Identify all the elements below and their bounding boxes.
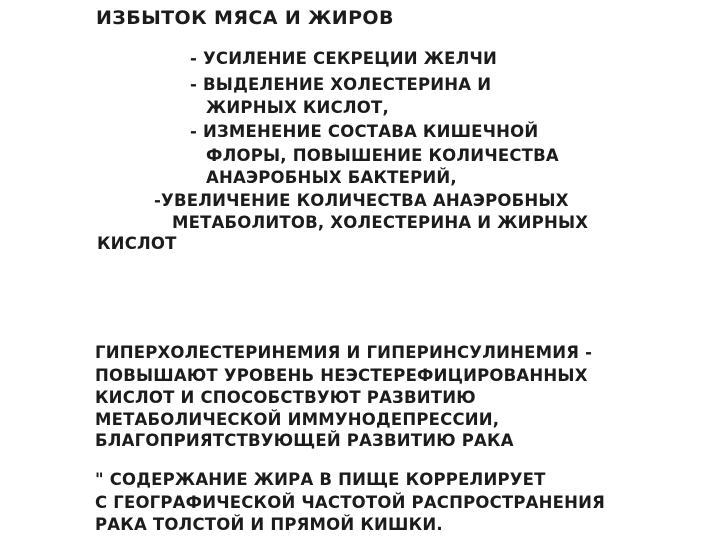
effect-line-7: -УВЕЛИЧЕНИЕ КОЛИЧЕСТВА АНАЭРОБНЫХ <box>154 191 569 210</box>
paragraph2-line-2: С ГЕОГРАФИЧЕСКОЙ ЧАСТОТОЙ РАСПРОСТРАНЕНИЯ <box>95 493 606 512</box>
paragraph2-line-3: РАКА ТОЛСТОЙ И ПРЯМОЙ КИШКИ. <box>95 515 443 534</box>
paragraph2-line-1: " СОДЕРЖАНИЕ ЖИРА В ПИЩЕ КОРРЕЛИРУЕТ <box>95 470 546 489</box>
page-title: ИЗБЫТОК МЯСА И ЖИРОВ <box>96 7 394 29</box>
effect-line-5: ФЛОРЫ, ПОВЫШЕНИЕ КОЛИЧЕСТВА <box>206 146 559 165</box>
effect-line-9: КИСЛОТ <box>97 234 177 253</box>
paragraph1-line-2: ПОВЫШАЮТ УРОВЕНЬ НЕЭСТЕРЕФИЦИРОВАННЫХ <box>95 366 588 385</box>
paragraph1-line-5: БЛАГОПРИЯТСТВУЮЩЕЙ РАЗВИТИЮ РАКА <box>95 431 514 450</box>
effect-line-2: - ВЫДЕЛЕНИЕ ХОЛЕСТЕРИНА И <box>190 75 492 94</box>
paragraph1-line-3: КИСЛОТ И СПОСОБСТВУЮТ РАЗВИТИЮ <box>95 388 476 407</box>
effect-line-1: - УСИЛЕНИЕ СЕКРЕЦИИ ЖЕЛЧИ <box>190 49 498 68</box>
paragraph1-line-4: МЕТАБОЛИЧЕСКОЙ ИММУНОДЕПРЕССИИ, <box>95 410 500 429</box>
effect-line-3: ЖИРНЫХ КИСЛОТ, <box>206 98 389 117</box>
paragraph1-line-1: ГИПЕРХОЛЕСТЕРИНЕМИЯ И ГИПЕРИНСУЛИНЕМИЯ - <box>95 343 593 362</box>
effect-line-6: АНАЭРОБНЫХ БАКТЕРИЙ, <box>206 168 457 187</box>
effect-line-8: МЕТАБОЛИТОВ, ХОЛЕСТЕРИНА И ЖИРНЫХ <box>172 213 589 232</box>
effect-line-4: - ИЗМЕНЕНИЕ СОСТАВА КИШЕЧНОЙ <box>190 122 539 141</box>
